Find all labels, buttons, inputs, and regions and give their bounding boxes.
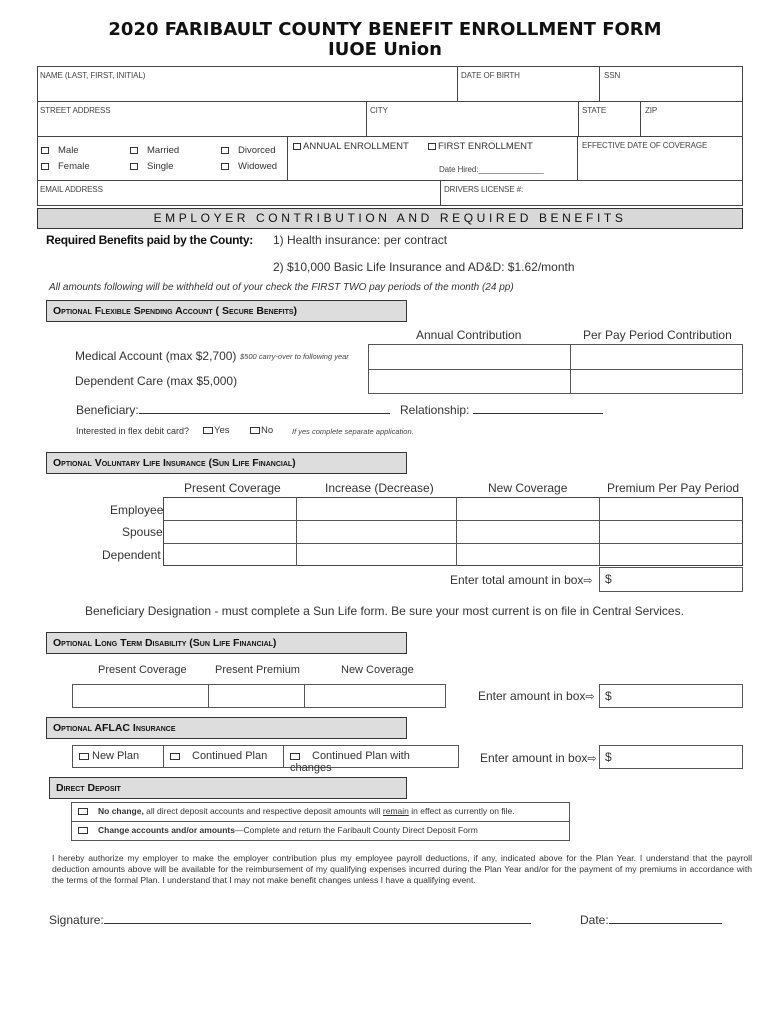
fsa-medical-per-pay-input[interactable] bbox=[570, 344, 743, 370]
life-row-dependent: Dependent bbox=[102, 548, 161, 562]
checkbox-icon bbox=[79, 753, 89, 760]
life-total-label: Enter total amount in box⇨ bbox=[450, 573, 593, 587]
checkbox-icon bbox=[250, 427, 260, 434]
benefit-health: 1) Health insurance: per contract bbox=[273, 233, 448, 247]
fsa-beneficiary-field[interactable]: Beneficiary: bbox=[76, 401, 390, 417]
checkbox-icon bbox=[290, 753, 300, 760]
ltd-present-coverage-input[interactable] bbox=[72, 684, 209, 708]
life-col-increase: Increase (Decrease) bbox=[325, 481, 434, 495]
debit-no-checkbox[interactable]: No bbox=[250, 425, 273, 436]
zip-field[interactable]: ZIP bbox=[645, 106, 658, 115]
checkbox-icon bbox=[78, 827, 88, 834]
checkbox-icon bbox=[293, 143, 301, 150]
name-field[interactable]: NAME (LAST, FIRST, INITIAL) bbox=[40, 71, 146, 80]
arrow-right-icon: ⇨ bbox=[587, 753, 597, 765]
deposit-no-change-option[interactable]: No change, all direct deposit accounts and respective deposit amounts will remain in effect as currently on file. bbox=[71, 802, 570, 822]
deposit-heading: Direct Deposit bbox=[49, 777, 407, 799]
ltd-new-coverage-input[interactable] bbox=[304, 684, 446, 708]
life-beneficiary-note: Beneficiary Designation - must complete a Sun Life form. Be sure your most current is on file in Central Services. bbox=[85, 604, 684, 618]
fsa-col-per-pay: Per Pay Period Contribution bbox=[583, 328, 732, 342]
life-heading: Optional Voluntary Life Insurance (Sun Life Financial) bbox=[46, 452, 407, 474]
widowed-checkbox[interactable]: Widowed bbox=[221, 161, 277, 172]
fsa-dependent-per-pay-input[interactable] bbox=[570, 369, 743, 394]
deposit-change-option[interactable]: Change accounts and/or amounts—Complete and return the Faribault County Direct Deposit Form bbox=[71, 821, 570, 841]
email-field[interactable]: EMAIL ADDRESS bbox=[40, 185, 103, 194]
aflac-heading: Optional AFLAC Insurance bbox=[46, 717, 407, 739]
ltd-col-premium: Present Premium bbox=[215, 664, 300, 676]
date-hired-field[interactable]: Date Hired:_______________ bbox=[439, 165, 544, 174]
married-checkbox[interactable]: Married bbox=[130, 145, 179, 156]
fsa-dependent-annual-input[interactable] bbox=[368, 369, 571, 394]
life-col-premium: Premium Per Pay Period bbox=[607, 481, 740, 495]
debit-question: Interested in flex debit card? bbox=[76, 426, 190, 436]
aflac-new-plan-checkbox[interactable]: New Plan bbox=[72, 745, 164, 768]
ltd-col-new: New Coverage bbox=[341, 664, 414, 676]
aflac-continued-checkbox[interactable]: Continued Plan bbox=[163, 745, 284, 768]
signature-field[interactable]: Signature: bbox=[49, 911, 531, 927]
female-checkbox[interactable]: Female bbox=[41, 161, 90, 172]
aflac-amount-input[interactable]: $ bbox=[599, 745, 743, 769]
fsa-medical-note: $500 carry-over to following year bbox=[240, 352, 349, 361]
employer-banner: EMPLOYER CONTRIBUTION AND REQUIRED BENEFITS bbox=[37, 208, 743, 229]
street-field[interactable]: STREET ADDRESS bbox=[40, 106, 111, 115]
checkbox-icon bbox=[221, 147, 229, 154]
form-subtitle: IUOE Union bbox=[328, 39, 442, 60]
fsa-col-annual: Annual Contribution bbox=[416, 328, 522, 342]
fsa-dependent-label: Dependent Care (max $5,000) bbox=[75, 374, 238, 388]
checkbox-icon bbox=[221, 163, 229, 170]
required-benefits-label: Required Benefits paid by the County: bbox=[46, 233, 253, 247]
ltd-col-present: Present Coverage bbox=[98, 664, 187, 676]
divorced-checkbox[interactable]: Divorced bbox=[221, 145, 276, 156]
male-checkbox[interactable]: Male bbox=[41, 145, 79, 156]
checkbox-icon bbox=[170, 753, 180, 760]
benefit-life: 2) $10,000 Basic Life Insurance and AD&D: $1.62/month bbox=[273, 260, 575, 274]
ltd-amount-input[interactable]: $ bbox=[599, 684, 743, 708]
ltd-heading: Optional Long Term Disability (Sun Life Financial) bbox=[46, 632, 407, 654]
debit-yes-checkbox[interactable]: Yes bbox=[203, 425, 230, 436]
ltd-present-premium-input[interactable] bbox=[208, 684, 305, 708]
first-enrollment-checkbox[interactable]: FIRST ENROLLMENT bbox=[428, 141, 533, 152]
license-field[interactable]: DRIVERS LICENSE #: bbox=[444, 185, 524, 194]
checkbox-icon bbox=[130, 147, 138, 154]
dob-field[interactable]: DATE OF BIRTH bbox=[461, 71, 520, 80]
life-coverage-table bbox=[163, 497, 743, 566]
debit-note: If yes complete separate application. bbox=[292, 427, 414, 436]
aflac-amount-label: Enter amount in box⇨ bbox=[480, 751, 597, 765]
city-field[interactable]: CITY bbox=[370, 106, 388, 115]
annual-enrollment-checkbox[interactable]: ANNUAL ENROLLMENT bbox=[293, 141, 409, 152]
checkbox-icon bbox=[428, 143, 436, 150]
withheld-note: All amounts following will be withheld out of your check the FIRST TWO pay periods of the month (24 pp) bbox=[49, 282, 514, 293]
ltd-amount-label: Enter amount in box⇨ bbox=[478, 689, 595, 703]
checkbox-icon bbox=[41, 163, 49, 170]
checkbox-icon bbox=[130, 163, 138, 170]
checkbox-icon bbox=[41, 147, 49, 154]
ssn-field[interactable]: SSN bbox=[604, 71, 621, 80]
life-row-employee: Employee bbox=[110, 503, 164, 517]
authorization-text: I hereby authorize my employer to make the employer contribution plus my employee payroll deductions, if any, indicated above for the Plan Year. I understand that the payroll deduction amounts above will be available for the reimbursement of my qualifying expenses incurred during the Plan Year and/or for the payment of my premiums in accordance with the terms of the formal Plan. I understand that I may not make benefit changes unless I have a qualifying event. bbox=[52, 853, 752, 885]
life-col-present: Present Coverage bbox=[184, 481, 281, 495]
single-checkbox[interactable]: Single bbox=[130, 161, 173, 172]
state-field[interactable]: STATE bbox=[582, 106, 607, 115]
effective-date-field[interactable]: EFFECTIVE DATE OF COVERAGE bbox=[582, 141, 708, 150]
checkbox-icon bbox=[203, 427, 213, 434]
checkbox-icon bbox=[78, 808, 88, 815]
fsa-medical-label: Medical Account (max $2,700) bbox=[75, 349, 237, 363]
life-col-new: New Coverage bbox=[488, 481, 568, 495]
fsa-relationship-field[interactable]: Relationship: bbox=[400, 401, 603, 417]
life-row-spouse: Spouse bbox=[122, 525, 163, 539]
life-total-input[interactable]: $ bbox=[599, 567, 743, 592]
arrow-right-icon: ⇨ bbox=[585, 691, 595, 703]
fsa-medical-annual-input[interactable] bbox=[368, 344, 571, 370]
aflac-continued-changes-checkbox[interactable]: Continued Plan with changes bbox=[283, 745, 459, 768]
form-title: 2020 FARIBAULT COUNTY BENEFIT ENROLLMENT FORM bbox=[108, 19, 662, 40]
date-field[interactable]: Date: bbox=[580, 911, 722, 927]
arrow-right-icon: ⇨ bbox=[583, 575, 593, 587]
fsa-heading: Optional Flexible Spending Account ( Secure Benefits) bbox=[46, 300, 407, 322]
